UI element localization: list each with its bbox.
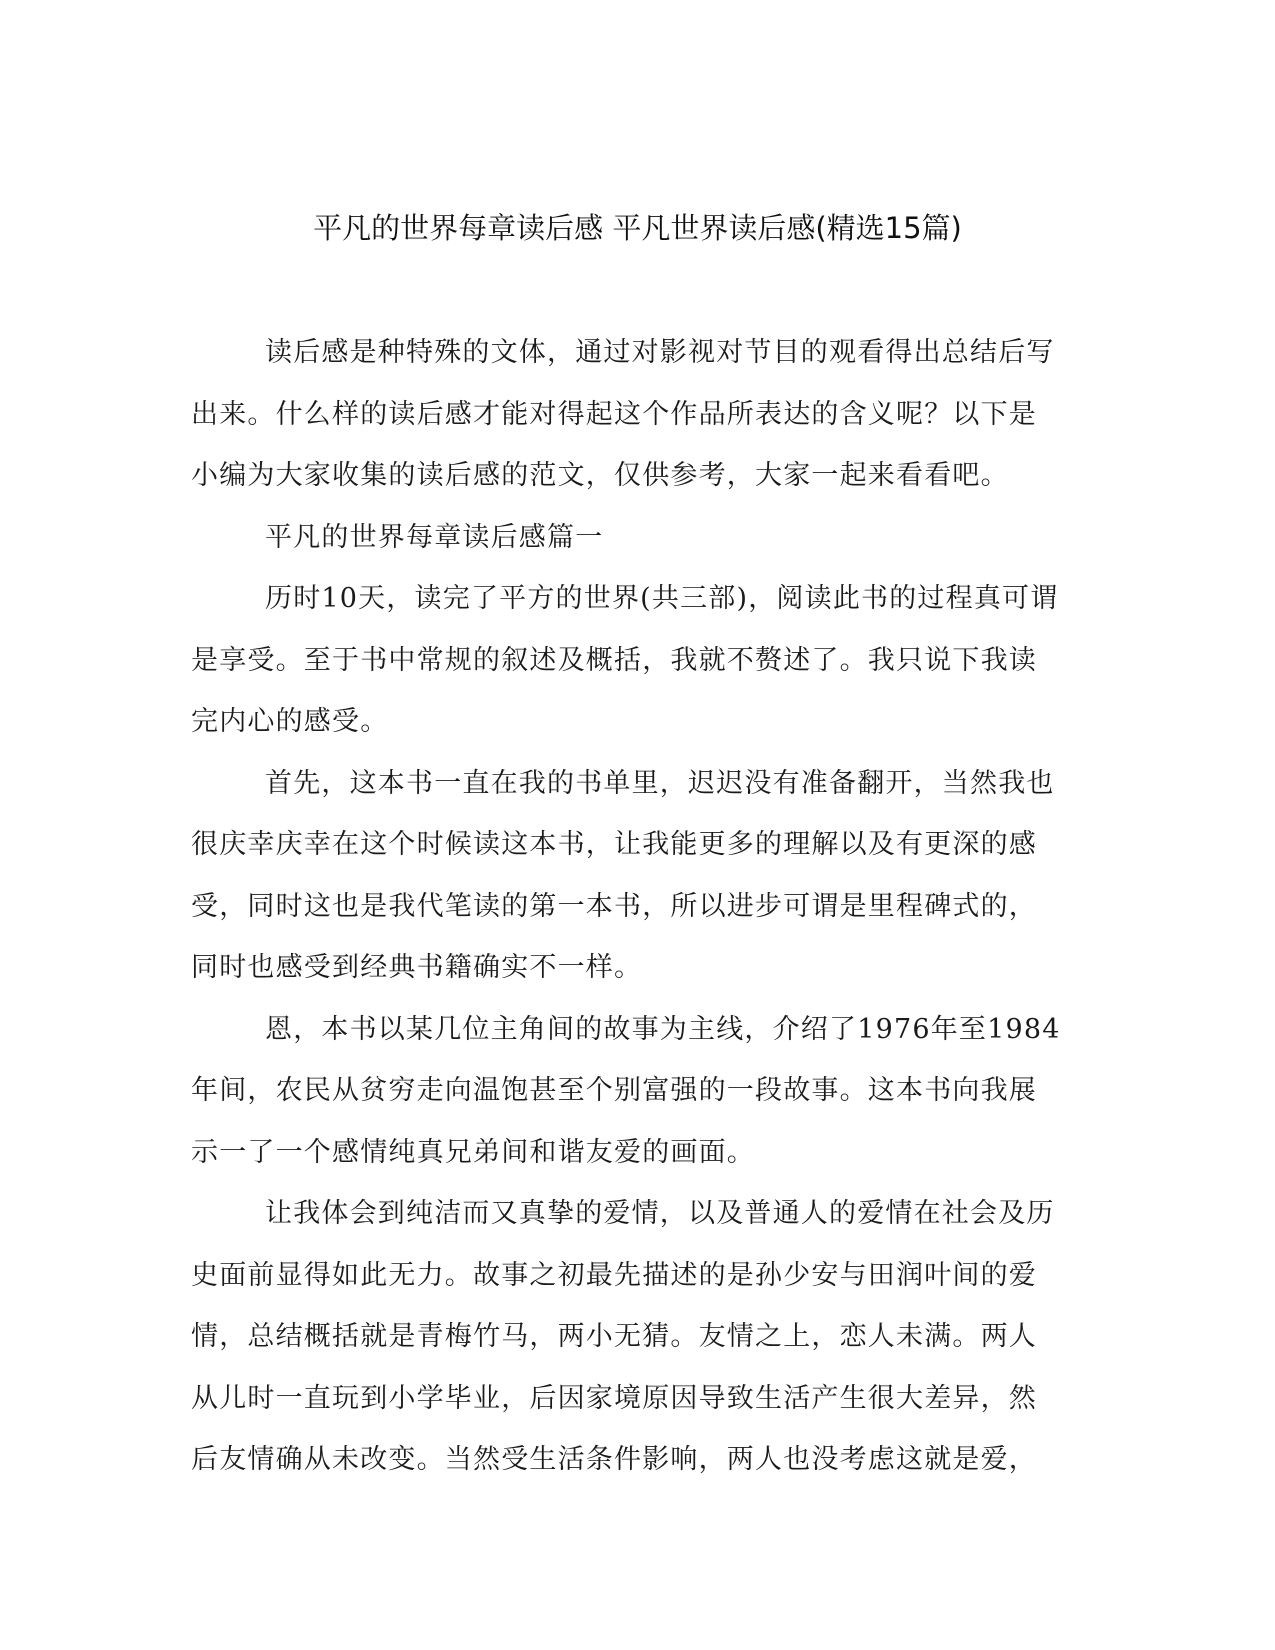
text-line: 让我体会到纯洁而又真挚的爱情，以及普通人的爱情在社会及历 xyxy=(265,1198,1055,1229)
text-line: 出来。什么样的读后感才能对得起这个作品所表达的含义呢？以下是 xyxy=(191,398,1037,430)
document-title: 平凡的世界每章读后感 平凡世界读后感(精选15篇) xyxy=(313,211,962,245)
document-body xyxy=(191,322,1075,1491)
text-line: 史面前显得如此无力。故事之初最先描述的是孙少安与田润叶间的爱 xyxy=(191,1259,1037,1291)
text-line: 示一了一个感情纯真兄弟间和谐友爱的画面。 xyxy=(191,1136,755,1168)
text-line: 情，总结概括就是青梅竹马，两小无猜。友情之上，恋人未满。两人 xyxy=(191,1321,1037,1352)
text-line: 是享受。至于书中常规的叙述及概括，我就不赘述了。我只说下我读 xyxy=(191,644,1037,676)
text-line: 恩，本书以某几位主角间的故事为主线，介绍了1976年至1984 xyxy=(265,1013,1061,1045)
text-line: 读后感是种特殊的文体，通过对影视对节目的观看得出总结后写 xyxy=(265,337,1055,368)
text-line: 年间，农民从贫穷走向温饱甚至个别富强的一段故事。这本书向我展 xyxy=(191,1075,1037,1106)
text-line: 首先，这本书一直在我的书单里，迟迟没有准备翻开，当然我也 xyxy=(265,767,1055,799)
text-line: 小编为大家收集的读后感的范文，仅供参考，大家一起来看看吧。 xyxy=(191,460,1009,491)
text-line: 受，同时这也是我代笔读的第一本书，所以进步可谓是里程碑式的， xyxy=(191,890,1037,922)
text-line: 历时10天，读完了平方的世界(共三部)，阅读此书的过程真可谓 xyxy=(265,583,1059,614)
text-line: 平凡的世界每章读后感篇一 xyxy=(265,521,604,553)
text-line: 同时也感受到经典书籍确实不一样。 xyxy=(191,952,643,983)
text-line: 从儿时一直玩到小学毕业，后因家境原因导致生活产生很大差异，然 xyxy=(191,1382,1037,1414)
text-line: 完内心的感受。 xyxy=(191,706,389,737)
text-line: 很庆幸庆幸在这个时候读这本书，让我能更多的理解以及有更深的感 xyxy=(191,829,1037,860)
text-line: 后友情确从未改变。当然受生活条件影响，两人也没考虑这就是爱， xyxy=(191,1444,1037,1475)
